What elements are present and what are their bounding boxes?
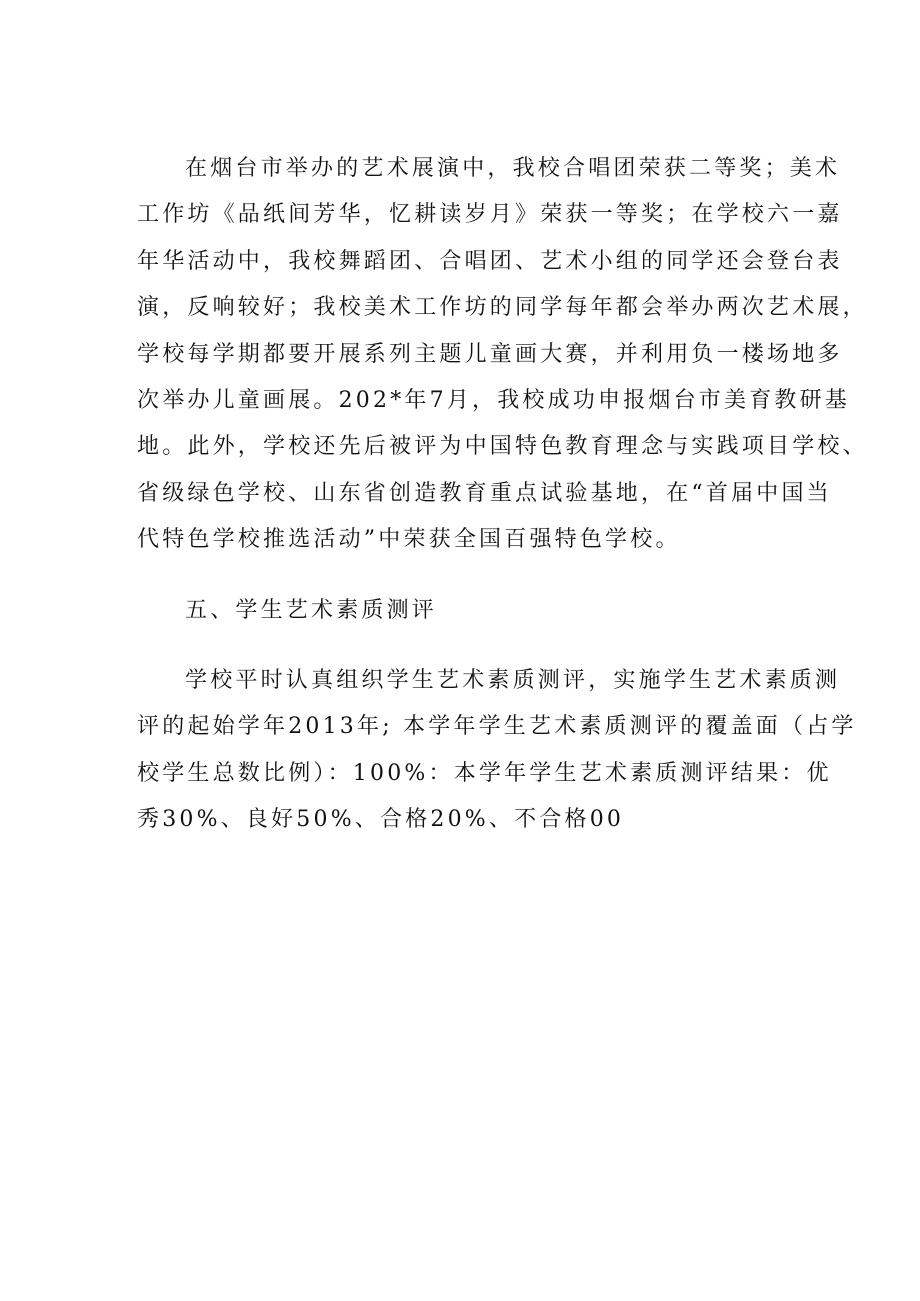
- text-line: 代特色学校推选活动”中荣获全国百强特色学校。: [137, 527, 681, 553]
- document-body: [137, 146, 868, 844]
- text-line: 工作坊《品纸间芳华，忆耕读岁月》荣获一等奖；在学校六一嘉: [137, 202, 843, 228]
- text-line: 评的起始学年2013年; 本学年学生艺术素质测评的覆盖面（占学: [137, 714, 857, 740]
- paragraph-art-assessment: [137, 658, 857, 844]
- text-line: 次举办儿童画展。202*年7月，我校成功申报烟台市美育教研基: [137, 388, 850, 414]
- paragraph-art-achievements: [137, 146, 868, 564]
- text-line: 秀30%、良好50%、合格20%、不合格00: [137, 807, 625, 833]
- text-line: 年华活动中，我校舞蹈团、合唱团、艺术小组的同学还会登台表: [137, 248, 843, 274]
- text-line: 校学生总数比例）：100%：本学年学生艺术素质测评结果：优: [137, 760, 832, 786]
- text-line: 省级绿色学校、山东省创造教育重点试验基地，在“首届中国当: [137, 480, 832, 506]
- text-line: 地。此外，学校还先后被评为中国特色教育理念与实践项目学校、: [137, 434, 868, 460]
- section-heading: 五、学生艺术素质测评: [185, 597, 438, 623]
- text-line: 学校每学期都要开展系列主题儿童画大赛，并利用负一楼场地多: [137, 341, 843, 367]
- text-line: 在烟台市举办的艺术展演中，我校合唱团荣获二等奖；美术: [185, 156, 841, 181]
- text-line: 学校平时认真组织学生艺术素质测评，实施学生艺术素质测: [185, 668, 841, 694]
- text-line: 演，反响较好；我校美术工作坊的同学每年都会举办两次艺术展，: [137, 295, 868, 321]
